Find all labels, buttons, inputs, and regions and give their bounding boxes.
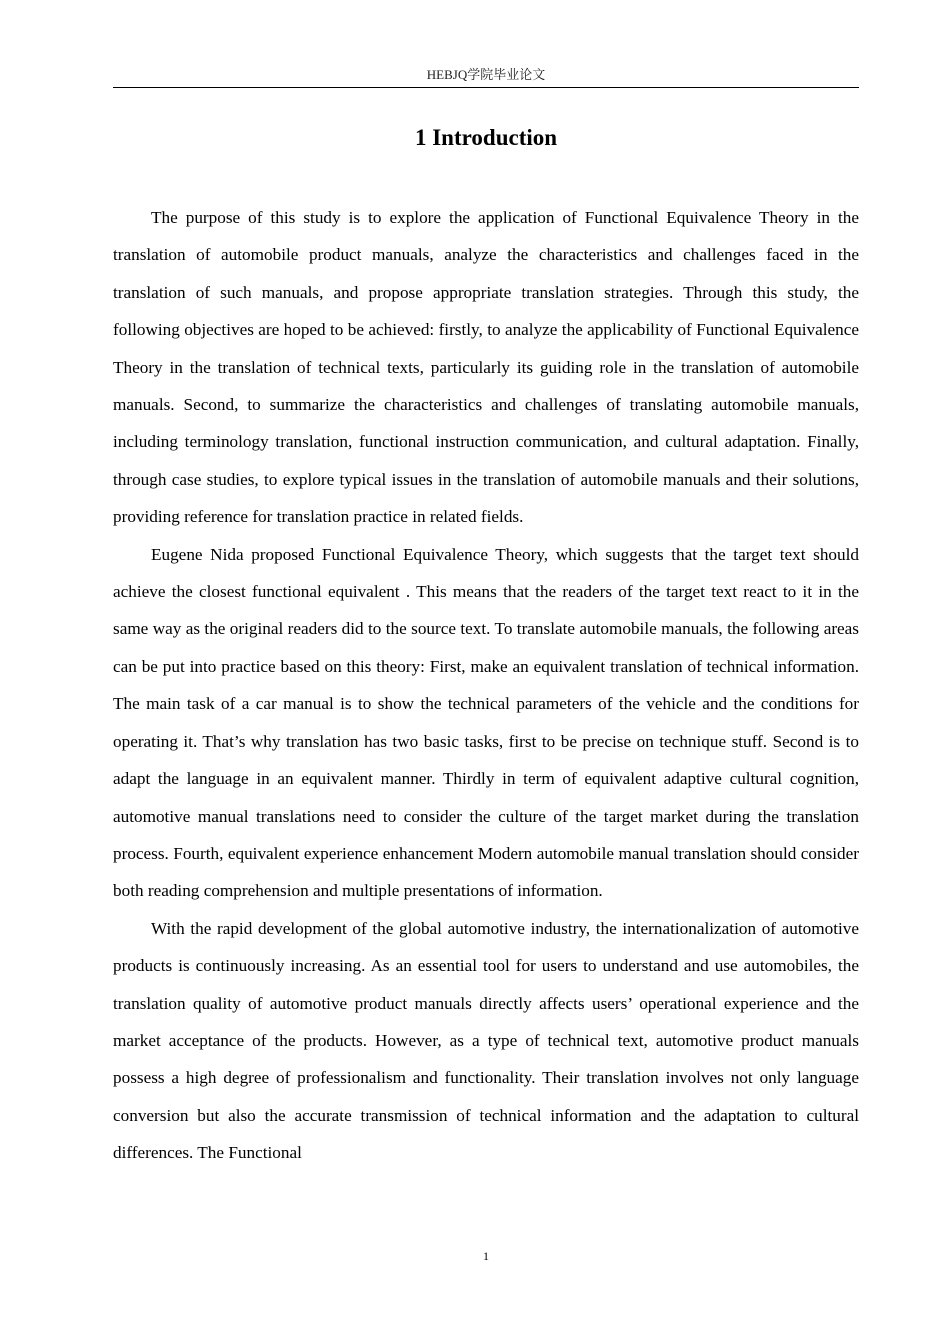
- page-number: 1: [483, 1249, 489, 1263]
- chapter-title: 1 Introduction: [414, 125, 558, 150]
- running-header: HEBJQ学院毕业论文: [426, 67, 546, 82]
- header-divider: [113, 87, 859, 88]
- paragraph-2: Eugene Nida proposed Functional Equivalence Theory, which suggests that the target text should achieve the closest functional equivalent . This means that the readers of the target text react to it in the same way as the original readers did to the source text. To translate automobile manuals, the following areas can be put into practice based on this theory: First, make an equivalent translation of technical information. The main task of a car manual is to show the technical parameters of the vehicle and the conditions for operating it. That’s why translation has two basic tasks, first to be precise on technique stuff. Second is to adapt the language in an equivalent manner. Thirdly in term of equivalent adaptive cultural cognition, automotive manual translations need to consider the culture of the target market during the translation process. Fourth, equivalent experience enhancement Modern automobile manual translation should consider both reading comprehension and multiple presentations of information.: [113, 544, 859, 901]
- body-text: [113, 199, 859, 1172]
- paragraph-3: With the rapid development of the global automotive industry, the internationalization of automotive products is continuously increasing. As an essential tool for users to understand and use automobiles, the translation quality of automotive product manuals directly affects users’ operational experience and the market acceptance of the products. However, as a type of technical text, automotive product manuals possess a high degree of professionalism and functionality. Their translation involves not only language conversion but also the accurate transmission of technical information and the adaptation to cultural differences. The Functional: [113, 918, 859, 1163]
- paragraph-1: The purpose of this study is to explore the application of Functional Equivalence Theory in the translation of automobile product manuals, analyze the characteristics and challenges faced in the translation of such manuals, and propose appropriate translation strategies. Through this study, the following objectives are hoped to be achieved: firstly, to analyze the applicability of Functional Equivalence Theory in the translation of technical texts, particularly its guiding role in the translation of automobile manuals. Second, to summarize the characteristics and challenges of translating automobile manuals, including terminology translation, functional instruction communication, and cultural adaptation. Finally, through case studies, to explore typical issues in the translation of automobile manuals and their solutions, providing reference for translation practice in related fields.: [113, 208, 859, 527]
